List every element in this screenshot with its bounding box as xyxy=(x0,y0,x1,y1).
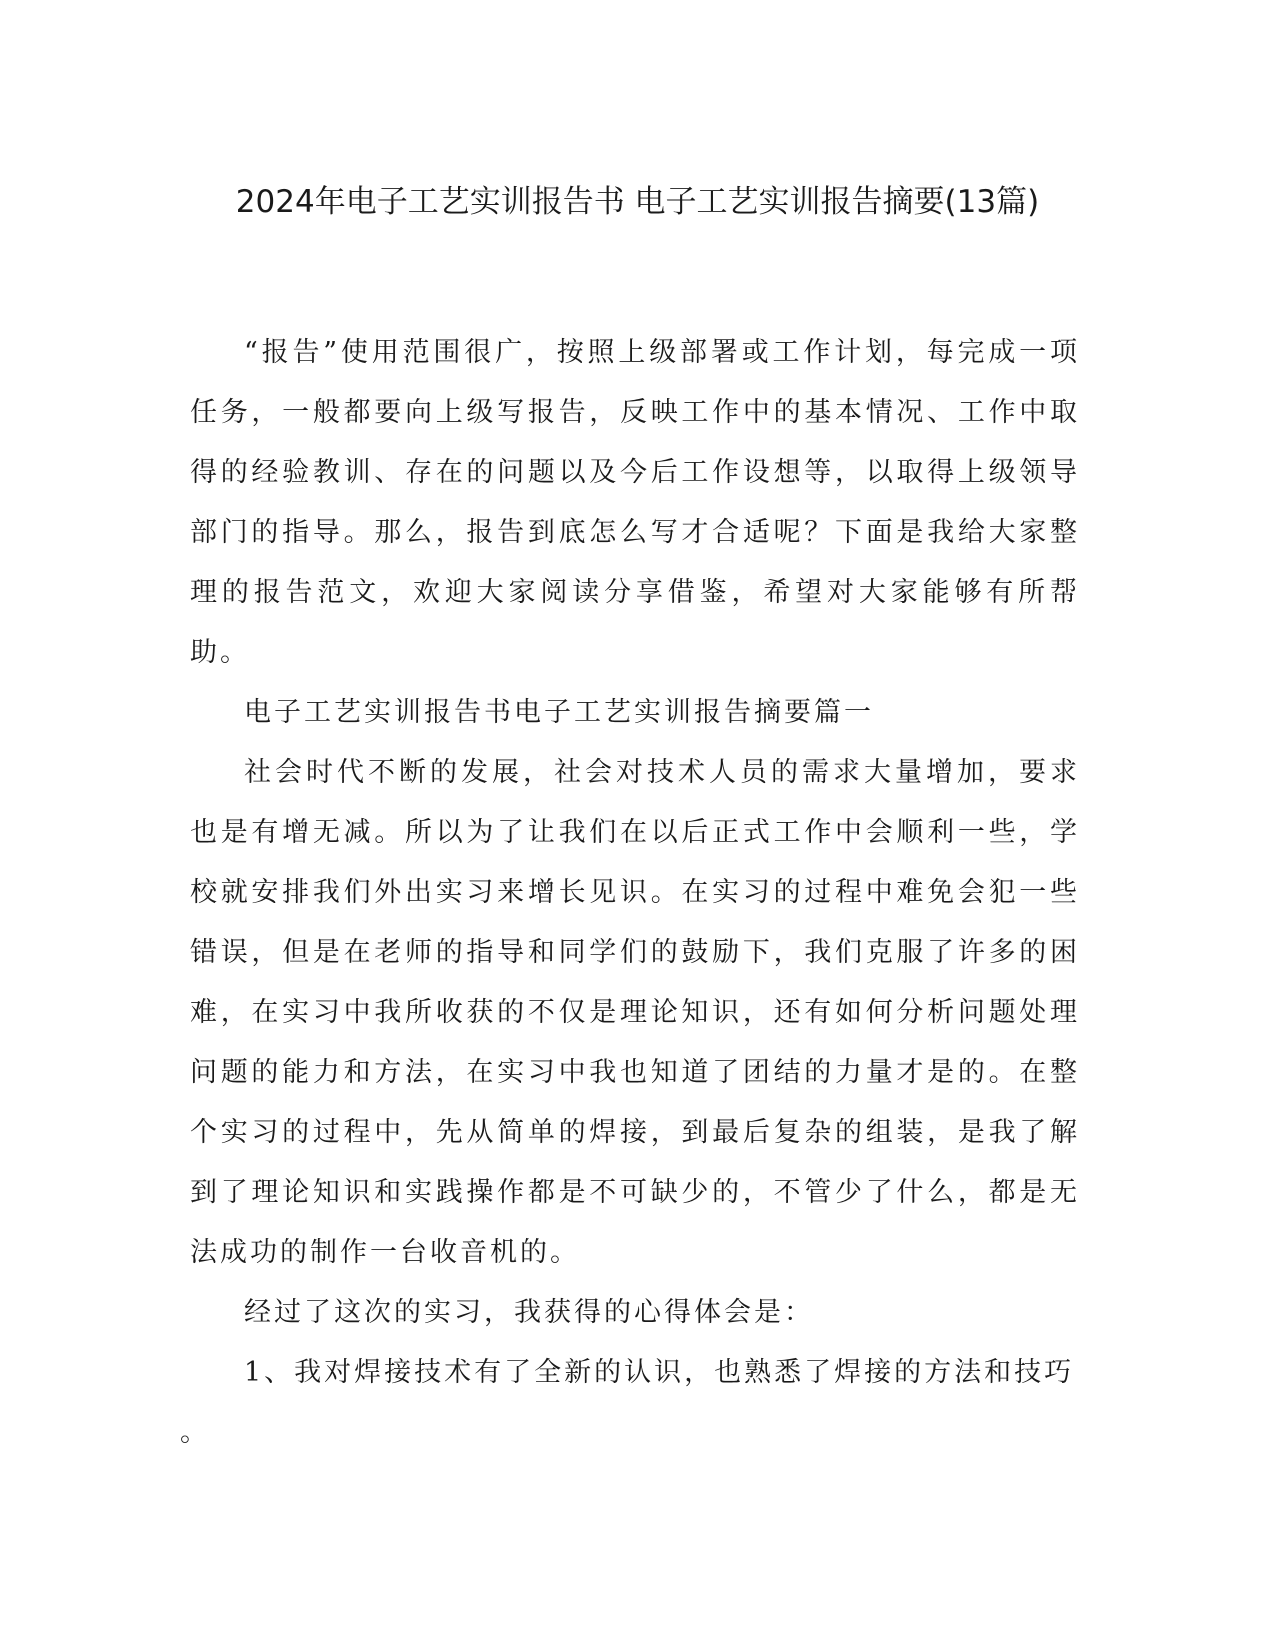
list-item-1-continuation: 。 xyxy=(180,1417,210,1448)
document-title: 2024年电子工艺实训报告书 电子工艺实训报告摘要(13篇) xyxy=(235,184,1040,220)
body-paragraph: 社会时代不断的发展，社会对技术人员的需求大量增加，要求也是有增无减。所以为了让我们在以后正式工作中会顺利一些，学校就安排我们外出实习来增长见识。在实习的过程中难免会犯一些错误，但是在老师的指导和同学们的鼓励下，我们克服了许多的困难，在实习中我所收获的不仅是理论知识，还有如何分析问题处理问题的能力和方法，在实习中我也知道了团结的力量才是的。在整个实习的过程中，先从简单的焊接，到最后复杂的组装，是我了解到了理论知识和实践操作都是不可缺少的，不管少了什么，都是无法成功的制作一台收音机的。 xyxy=(190,757,1080,1268)
intro-paragraph: “报告”使用范围很广，按照上级部署或工作计划，每完成一项任务，一般都要向上级写报告，反映工作中的基本情况、工作中取得的经验教训、存在的问题以及今后工作设想等，以取得上级领导部门的指导。那么，报告到底怎么写才合适呢？下面是我给大家整理的报告范文，欢迎大家阅读分享借鉴，希望对大家能够有所帮助。 xyxy=(190,337,1080,668)
document-body xyxy=(180,323,1080,1463)
summary-lead-paragraph: 经过了这次的实习，我获得的心得体会是： xyxy=(244,1297,814,1328)
list-item-1: 1、我对焊接技术有了全新的认识，也熟悉了焊接的方法和技巧 xyxy=(244,1357,1075,1388)
section-heading: 电子工艺实训报告书电子工艺实训报告摘要篇一 xyxy=(244,697,874,728)
